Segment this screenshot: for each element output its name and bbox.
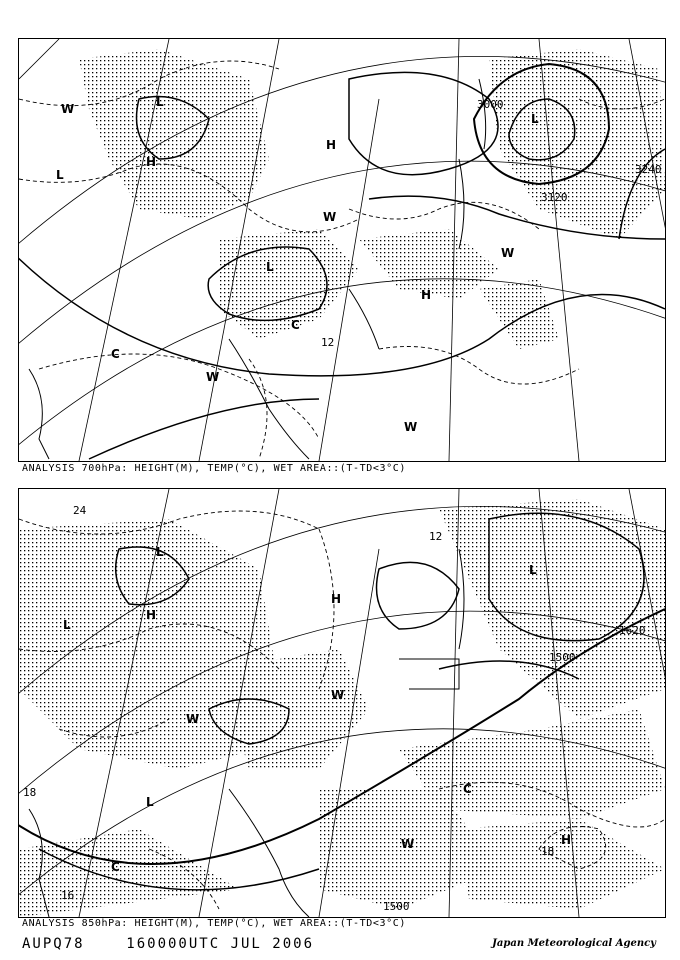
pressure-system-w: W [206, 370, 220, 384]
pressure-system-h: H [146, 155, 157, 169]
chart-code-title: AUPQ78 160000UTC JUL 2006 [22, 936, 315, 952]
pressure-system-c: C [111, 860, 120, 874]
pressure-system-l: L [266, 260, 274, 274]
contour-label: 3240 [635, 163, 662, 176]
pressure-system-c: C [291, 318, 300, 332]
pressure-system-l: L [531, 112, 539, 126]
contour-label: 1500 [549, 651, 576, 664]
map-panel-850hpa [18, 488, 666, 918]
pressure-system-h: H [421, 288, 432, 302]
contour-label: 1620 [619, 624, 646, 637]
contour-label: 24 [73, 504, 87, 517]
pressure-system-w: W [404, 420, 418, 434]
contour-label: 3120 [541, 191, 568, 204]
map-700hpa-svg [19, 39, 665, 461]
pressure-system-l: L [529, 563, 537, 577]
map-850hpa-svg [19, 489, 665, 917]
contour-label: 18 [541, 845, 555, 858]
pressure-system-w: W [61, 102, 75, 116]
pressure-system-l: L [63, 618, 71, 632]
agency-name: Japan Meteorological Agency [492, 938, 656, 949]
pressure-system-w: W [501, 246, 515, 260]
pressure-system-w: W [186, 712, 200, 726]
map-panel-700hpa [18, 38, 666, 462]
pressure-system-h: H [326, 138, 337, 152]
pressure-system-h: H [561, 833, 572, 847]
pressure-system-c: C [463, 782, 472, 796]
pressure-system-l: L [56, 168, 64, 182]
caption-700hpa: ANALYSIS 700hPa: HEIGHT(M), TEMP(°C), WET AREA::(T-TD<3°C) [22, 463, 406, 474]
pressure-system-w: W [323, 210, 337, 224]
pressure-system-w: W [401, 837, 415, 851]
contour-label: 3000 [477, 98, 504, 111]
pressure-system-l: L [146, 795, 154, 809]
pressure-system-l: L [156, 545, 164, 559]
pressure-system-h: H [331, 592, 342, 606]
pressure-system-c: C [111, 347, 120, 361]
contour-label: 18 [23, 786, 37, 799]
pressure-system-h: H [146, 608, 157, 622]
pressure-system-w: W [331, 688, 345, 702]
caption-850hpa: ANALYSIS 850hPa: HEIGHT(M), TEMP(°C), WET AREA::(T-TD<3°C) [22, 918, 406, 929]
contour-label: 1500 [383, 900, 410, 913]
contour-label: 16 [61, 889, 75, 902]
contour-label: 12 [429, 530, 443, 543]
pressure-system-l: L [156, 95, 164, 109]
contour-label: 12 [321, 336, 335, 349]
